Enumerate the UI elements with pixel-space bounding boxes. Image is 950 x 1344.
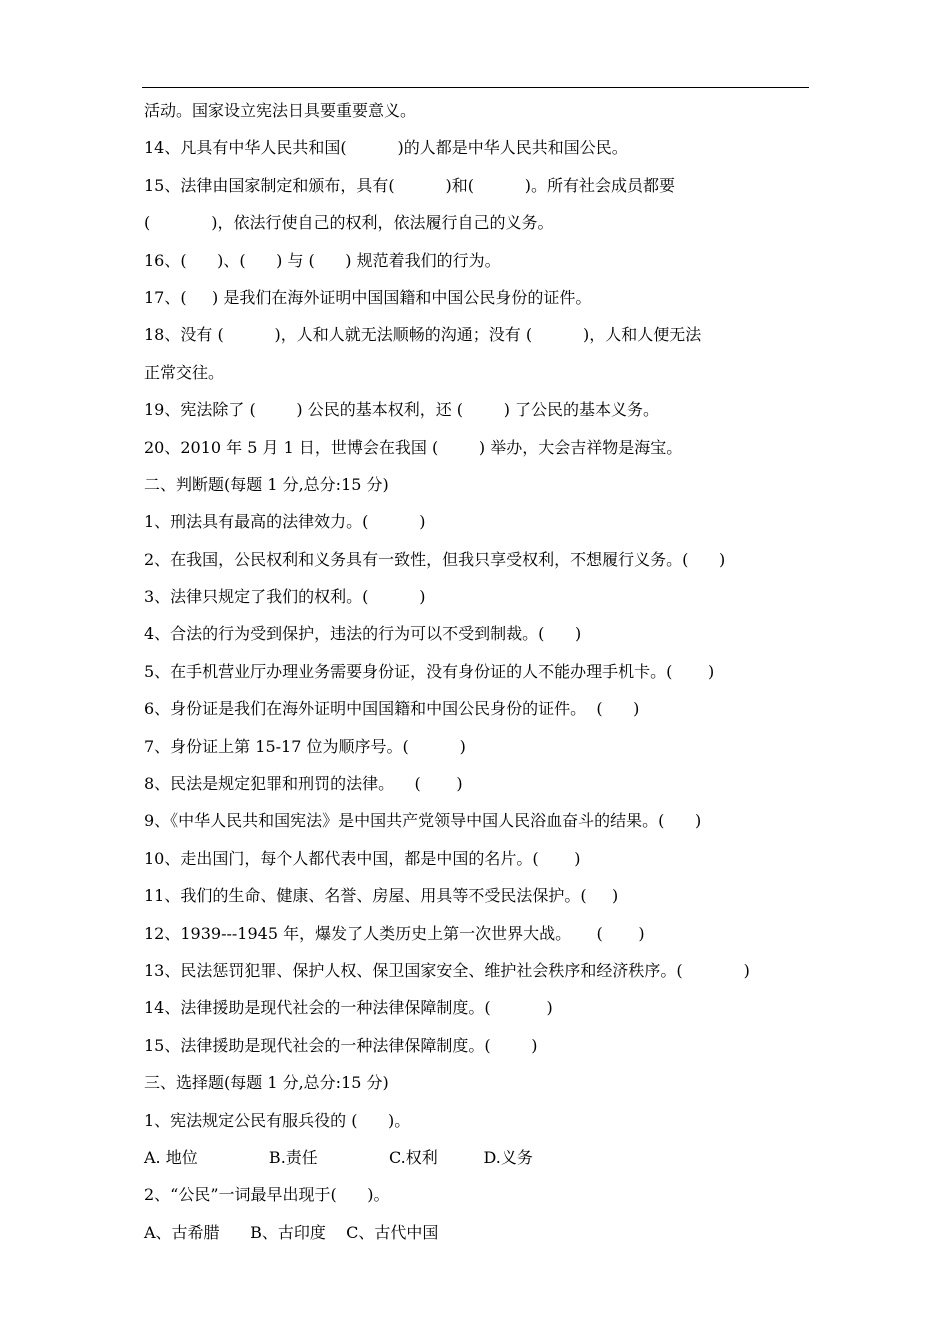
fill-blank-question-18: 18、没有 ( )，人和人就无法顺畅的沟通；没有 ( )，人和人便无法 — [144, 325, 702, 345]
choice-options-2: A、古希腊 B、古印度 C、古代中国 — [144, 1222, 439, 1242]
fill-blank-question-17: 17、( ) 是我们在海外证明中国国籍和中国公民身份的证件。 — [144, 287, 592, 307]
fill-blank-question-16: 16、( )、( ) 与 ( ) 规范着我们的行为。 — [144, 250, 501, 270]
fill-blank-question-20: 20、2010 年 5 月 1 日，世博会在我国 ( ) 举办，大会吉祥物是海宝。 — [144, 437, 683, 457]
judgment-question-6: 6、身份证是我们在海外证明中国国籍和中国公民身份的证件。 ( ) — [144, 699, 640, 719]
header-rule — [142, 87, 809, 88]
judgment-question-14: 14、法律援助是现代社会的一种法律保障制度。( ) — [144, 998, 553, 1018]
judgment-question-1: 1、刑法具有最高的法律效力。( ) — [144, 512, 426, 532]
judgment-question-2: 2、在我国，公民权利和义务具有一致性，但我只享受权利，不想履行义务。( ) — [144, 549, 726, 569]
text-line: 活动。国家设立宪法日具要重要意义。 — [144, 101, 417, 120]
judgment-question-12: 12、1939---1945 年，爆发了人类历史上第一次世界大战。 ( ) — [144, 923, 645, 943]
judgment-question-13: 13、民法惩罚犯罪、保护人权、保卫国家安全、维护社会秩序和经济秩序。( ) — [144, 960, 750, 980]
fill-blank-question-18-cont: 正常交往。 — [144, 362, 225, 382]
choice-options-1: A. 地位 B.责任 C.权利 D.义务 — [144, 1147, 533, 1167]
section-heading-choice: 三、选择题(每题 1 分,总分:15 分) — [144, 1073, 389, 1093]
fill-blank-question-14: 14、凡具有中华人民共和国( )的人都是中华人民共和国公民。 — [144, 138, 628, 158]
exam-page-body — [144, 92, 809, 1251]
fill-blank-question-19: 19、宪法除了 ( ) 公民的基本权利，还 ( ) 了公民的基本义务。 — [144, 400, 660, 420]
judgment-question-7: 7、身份证上第 15-17 位为顺序号。( ) — [144, 736, 466, 756]
judgment-question-10: 10、走出国门，每个人都代表中国，都是中国的名片。( ) — [144, 848, 581, 868]
fill-blank-question-15-cont: ( )，依法行使自己的权利，依法履行自己的义务。 — [144, 213, 554, 233]
judgment-question-11: 11、我们的生命、健康、名誉、房屋、用具等不受民法保护。( ) — [144, 886, 619, 906]
judgment-question-4: 4、合法的行为受到保护，违法的行为可以不受到制裁。( ) — [144, 624, 582, 644]
choice-question-2: 2、“公民”一词最早出现于( )。 — [144, 1185, 390, 1205]
judgment-question-8: 8、民法是规定犯罪和刑罚的法律。 ( ) — [144, 774, 463, 794]
fill-blank-question-15: 15、法律由国家制定和颁布，具有( )和( )。所有社会成员都要 — [144, 175, 676, 195]
judgment-question-3: 3、法律只规定了我们的权利。( ) — [144, 587, 426, 607]
section-heading-judgment: 二、判断题(每题 1 分,总分:15 分) — [144, 474, 389, 494]
choice-question-1: 1、宪法规定公民有服兵役的 ( )。 — [144, 1110, 411, 1130]
judgment-question-9: 9、《中华人民共和国宪法》是中国共产党领导中国人民浴血奋斗的结果。( ) — [144, 811, 702, 831]
judgment-question-5: 5、在手机营业厅办理业务需要身份证，没有身份证的人不能办理手机卡。( ) — [144, 661, 715, 681]
judgment-question-15: 15、法律援助是现代社会的一种法律保障制度。( ) — [144, 1035, 538, 1055]
